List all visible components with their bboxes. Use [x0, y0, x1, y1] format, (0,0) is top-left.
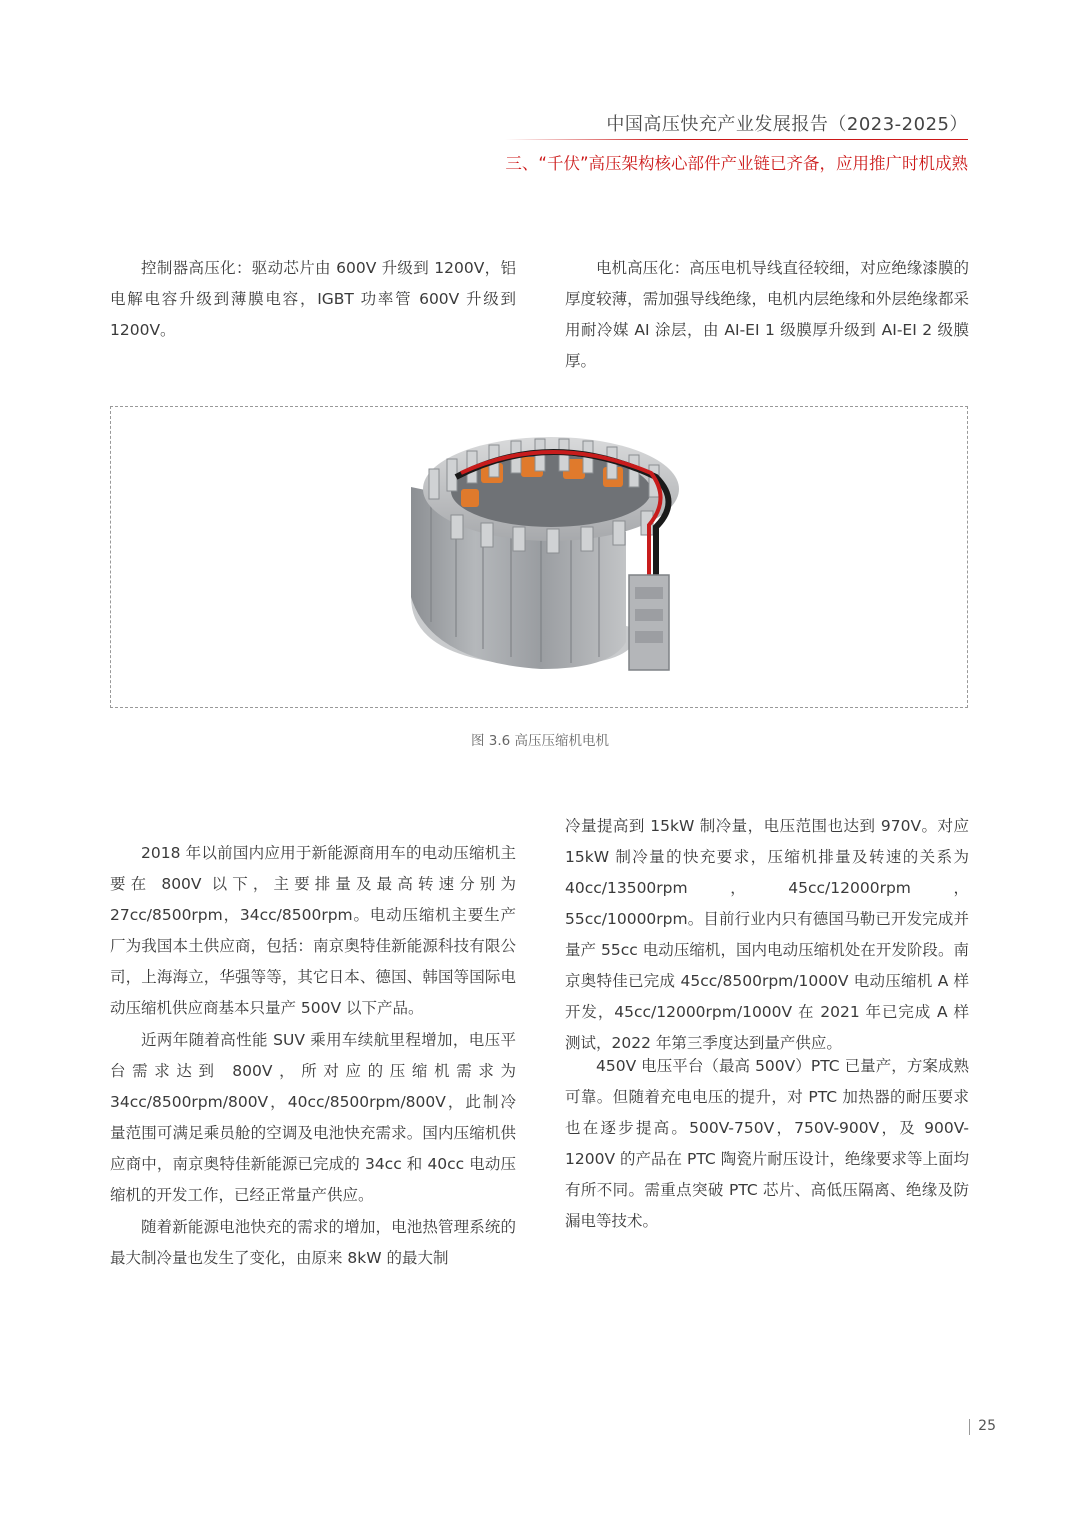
left-para-2: 近两年随着高性能 SUV 乘用车续航里程增加，电压平台需求达到 800V，所对应的压缩机需求为 34cc/8500rpm/800V，40cc/8500rpm/800V，此制冷量范围可满足乘员舱的空调及电池快充需求。国内压缩机供应商中，南京奥特佳新能源已完成的 34cc 和 40cc 电动压缩机的开发工作，已经正常量产供应。: [110, 1031, 516, 1204]
compressor-motor-image: [111, 407, 969, 709]
figure-frame: [110, 406, 968, 708]
motor-text: 电机高压化：高压电机导线直径较细，对应绝缘漆膜的厚度较薄，需加强导线绝缘，电机内层绝缘和外层绝缘都采用耐冷媒 AI 涂层，由 AI-EI 1 级膜厚升级到 AI-EI 2 级膜厚。: [565, 259, 969, 370]
right-column-p2: [565, 1051, 969, 1237]
figure-caption: 图 3.6 高压压缩机电机: [470, 733, 610, 749]
section-title: 三、“千伏”高压架构核心部件产业链已齐备，应用推广时机成熟: [505, 154, 968, 173]
controller-paragraph: [110, 253, 516, 346]
motor-paragraph: [565, 253, 969, 377]
right-para-1: 冷量提高到 15kW 制冷量，电压范围也达到 970V。对应 15kW 制冷量的快充要求，压缩机排量及转速的关系为 40cc/13500rpm，45cc/12000rpm，55cc/10000rpm。目前行业内只有德国马勒已开发完成并量产 55cc 电动压缩机，国内电动压缩机处在开发阶段。南京奥特佳已完成 45cc/8500rpm/1000V 电动压缩机 A 样开发，45cc/12000rpm/1000V 在 2021 年已完成 A 样测试，2022 年第三季度达到量产供应。: [565, 817, 969, 1052]
left-column-p3: [110, 1212, 516, 1274]
page-number-divider: [969, 1419, 970, 1435]
controller-text: 控制器高压化：驱动芯片由 600V 升级到 1200V，铝电解电容升级到薄膜电容，IGBT 功率管 600V 升级到 1200V。: [110, 259, 516, 339]
left-column-p1: [110, 838, 516, 1024]
left-para-1: 2018 年以前国内应用于新能源商用车的电动压缩机主要在 800V 以下，主要排量及最高转速分别为 27cc/8500rpm，34cc/8500rpm。电动压缩机主要生产厂为我国本土供应商，包括：南京奥特佳新能源科技有限公司，上海海立，华强等等，其它日本、德国、韩国等国际电动压缩机供应商基本只量产 500V 以下产品。: [110, 844, 516, 1017]
left-column-p2: [110, 1025, 516, 1211]
report-title: 中国高压快充产业发展报告（2023-2025）: [606, 114, 968, 135]
right-column-p1: [565, 811, 969, 1059]
right-para-2: 450V 电压平台（最高 500V）PTC 已量产，方案成熟可靠。但随着充电电压的提升，对 PTC 加热器的耐压要求也在逐步提高。500V-750V，750V-900V，及 900V-1200V 的产品在 PTC 陶瓷片耐压设计，绝缘要求等上面均有所不同。需重点突破 PTC 芯片、高低压隔离、绝缘及防漏电等技术。: [565, 1057, 969, 1230]
page-number: 25: [978, 1418, 996, 1434]
header-divider: [505, 139, 968, 140]
left-para-3: 随着新能源电池快充的需求的增加，电池热管理系统的最大制冷量也发生了变化，由原来 8kW 的最大制: [110, 1218, 516, 1267]
